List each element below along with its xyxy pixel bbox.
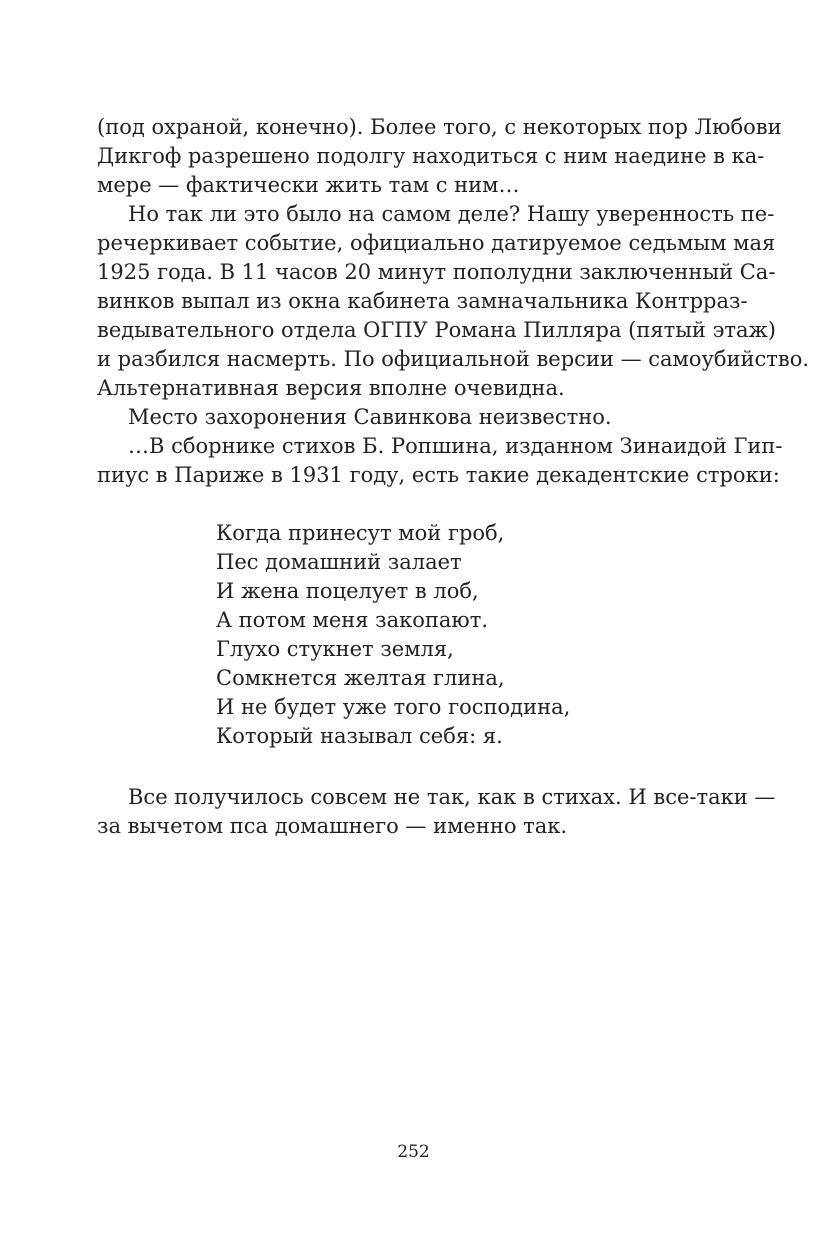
poem-line: Глухо стукнет земля, <box>216 637 454 661</box>
text-line: Все получилось совсем не так, как в стихах. И все-таки — <box>128 785 776 809</box>
body-text <box>97 113 810 490</box>
paragraph <box>97 403 742 432</box>
text-line: и разбился насмерть. По официальной версии — самоубийство. <box>97 347 810 371</box>
paragraph <box>97 432 783 490</box>
text-line: (под охраной, конечно). Более того, с некоторых пор Любови <box>97 115 782 139</box>
text-line: Место захоронения Савинкова неизвестно. <box>128 405 612 429</box>
poem-line: И не будет уже того господина, <box>216 695 571 719</box>
poem-line: Когда принесут мой гроб, <box>216 521 505 545</box>
text-line: ведывательного отдела ОГПУ Романа Пилляра (пятый этаж) <box>97 318 777 342</box>
paragraph <box>97 200 810 403</box>
poem-line: Который называл себя: я. <box>216 724 503 748</box>
paragraph-continued <box>97 113 782 200</box>
text-line: 1925 года. В 11 часов 20 минут пополудни заключенный Са- <box>97 260 776 284</box>
text-line: винков выпал из окна кабинета замначальника Контрраз- <box>97 289 748 313</box>
text-line: мере — фактически жить там с ним… <box>97 173 520 197</box>
text-line: за вычетом пса домашнего — именно так. <box>97 814 568 838</box>
poem-line: Пес домашний залает <box>216 550 462 574</box>
poem-stanza <box>216 519 716 751</box>
text-line: Дикгоф разрешено подолгу находиться с ним наедине в ка- <box>97 144 765 168</box>
text-line: речеркивает событие, официально датируемое седьмым мая <box>97 231 776 255</box>
page-number: 252 <box>397 1142 430 1162</box>
poem-line: А потом меня закопают. <box>216 608 489 632</box>
closing-paragraph <box>97 783 776 841</box>
text-line: Но так ли это было на самом деле? Нашу уверенность пе- <box>128 202 775 226</box>
text-line: пиус в Париже в 1931 году, есть такие декадентские строки: <box>97 463 780 487</box>
poem-line: Сомкнется желтая глина, <box>216 666 505 690</box>
poem-line: И жена поцелует в лоб, <box>216 579 479 603</box>
text-line: Альтернативная версия вполне очевидна. <box>97 376 565 400</box>
text-line: …В сборнике стихов Б. Ропшина, изданном Зинаидой Гип- <box>128 434 783 458</box>
